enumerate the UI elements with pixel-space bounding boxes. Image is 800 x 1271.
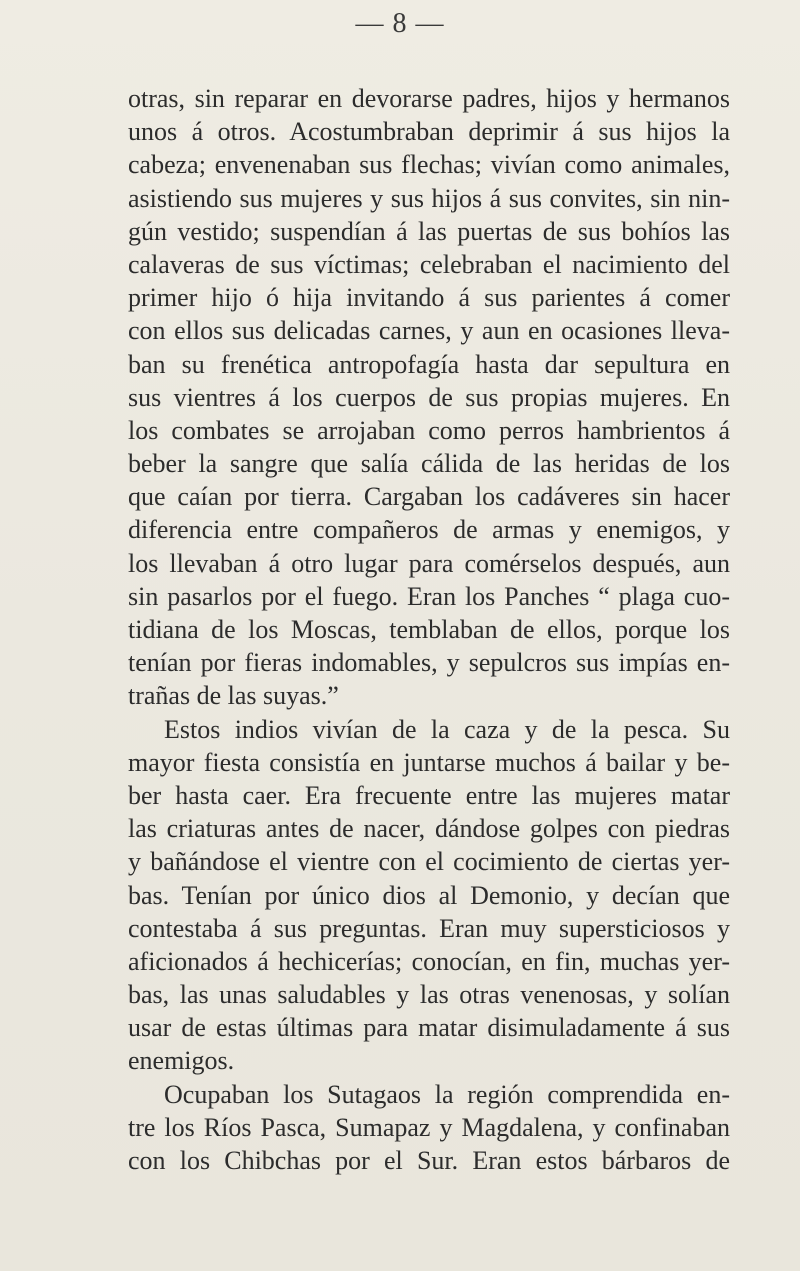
text-line: ber hasta caer. Era frecuente entre las mujeres matar [128, 780, 730, 810]
text-line: calaveras de sus víctimas; celebraban el nacimiento del [128, 249, 730, 279]
text-line: enemigos. [128, 1046, 235, 1076]
text-line: cabeza; envenenaban sus flechas; vivían como animales, [128, 150, 730, 180]
body-text [128, 82, 730, 1177]
text-line: bas. Tenían por único dios al Demonio, y decían que [128, 880, 730, 910]
text-line: los combates se arrojaban como perros hambrientos á [128, 415, 730, 445]
text-line: tre los Ríos Pasca, Sumapaz y Magdalena, y confinaban [128, 1112, 730, 1142]
text-line: otras, sin reparar en devorarse padres, hijos y hermanos [128, 84, 730, 113]
text-line: que caían por tierra. Cargaban los cadáveres sin hacer [128, 482, 730, 512]
text-line: los llevaban á otro lugar para comérselos después, aun [128, 548, 730, 578]
text-line: aficionados á hechicerías; conocían, en fin, muchas yer- [128, 946, 730, 976]
text-line: gún vestido; suspendían á las puertas de sus bohíos las [128, 216, 730, 246]
text-line: las criaturas antes de nacer, dándose golpes con piedras [128, 814, 730, 844]
text-line: sus vientres á los cuerpos de sus propias mujeres. En [128, 382, 730, 412]
text-line: sin pasarlos por el fuego. Eran los Panches “ plaga cuo- [128, 581, 730, 611]
text-line: y bañándose el vientre con el cocimiento de ciertas yer- [128, 847, 730, 877]
text-line: usar de estas últimas para matar disimuladamente á sus [128, 1013, 730, 1043]
text-line: asistiendo sus mujeres y sus hijos á sus convites, sin nin- [128, 183, 730, 213]
text-line: tidiana de los Moscas, temblaban de ellos, porque los [128, 615, 730, 644]
text-line: bas, las unas saludables y las otras venenosas, y solían [128, 980, 730, 1010]
text-line: con ellos sus delicadas carnes, y aun en ocasiones lleva- [128, 316, 730, 346]
text-line: unos á otros. Acostumbraban deprimir á sus hijos la [128, 117, 730, 147]
text-line: ban su frenética antropofagía hasta dar sepultura en [128, 349, 730, 379]
page-number: — 8 — [355, 8, 445, 39]
text-line: Estos indios vivían de la caza y de la pesca. Su [164, 714, 730, 744]
text-line: primer hijo ó hija invitando á sus parientes á comer [128, 283, 730, 313]
text-line: mayor fiesta consistía en juntarse muchos á bailar y be- [128, 747, 730, 777]
text-line: trañas de las suyas.” [128, 681, 339, 711]
text-line: Ocupaban los Sutagaos la región comprendida en- [164, 1079, 730, 1109]
text-line: tenían por fieras indomables, y sepulcros sus impías en- [128, 648, 730, 678]
text-line: con los Chibchas por el Sur. Eran estos bárbaros de [128, 1146, 730, 1175]
text-line: beber la sangre que salía cálida de las heridas de los [128, 449, 730, 479]
text-line: contestaba á sus preguntas. Eran muy supersticiosos y [128, 913, 730, 943]
text-line: diferencia entre compañeros de armas y enemigos, y [128, 515, 730, 545]
